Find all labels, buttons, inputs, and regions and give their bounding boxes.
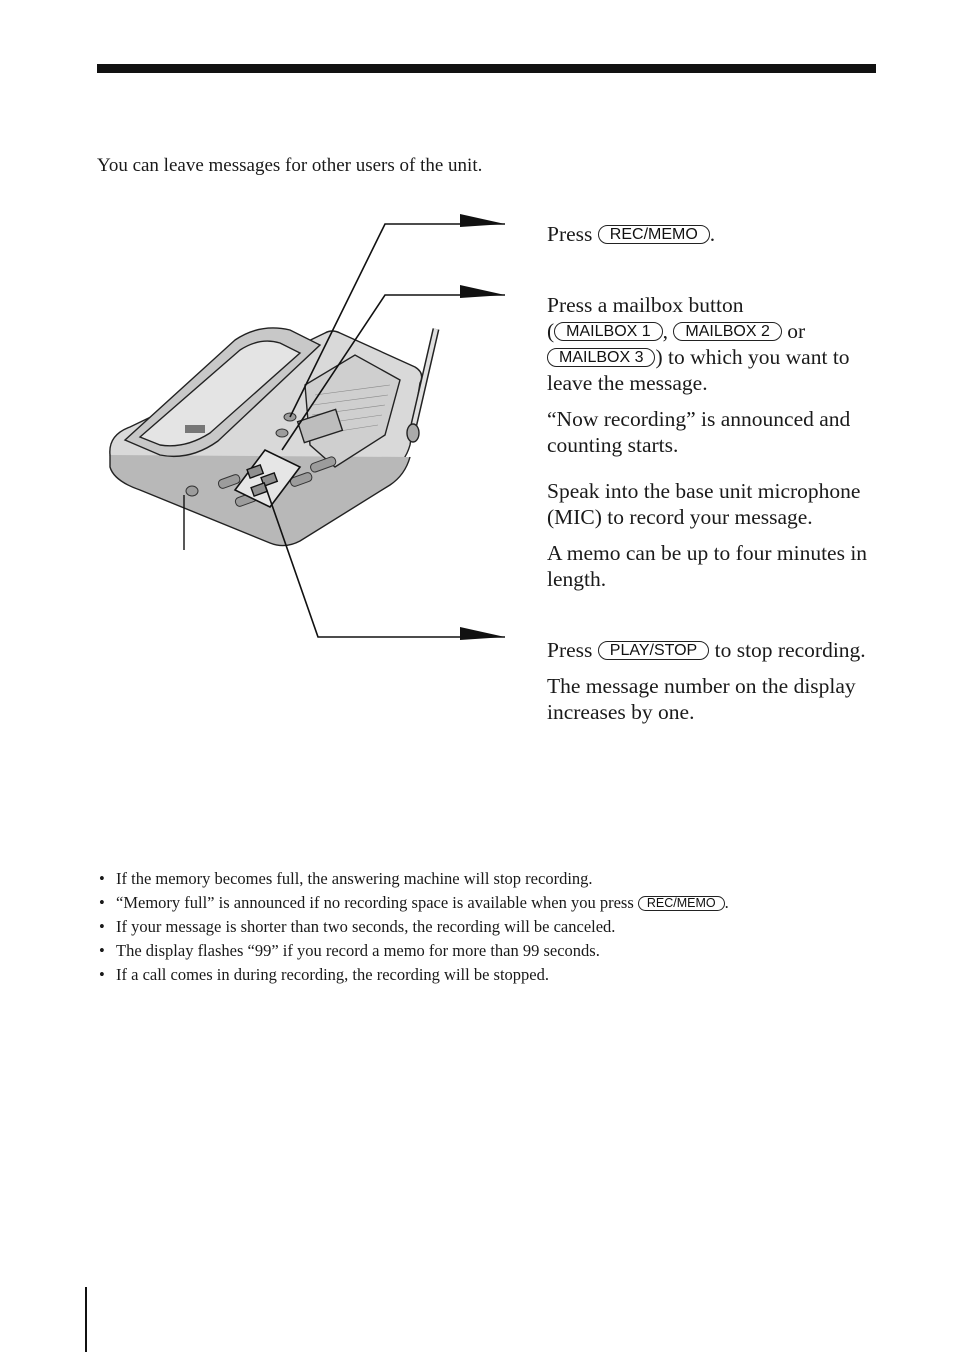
note-item [97,892,737,913]
note-2-period: . [724,893,729,912]
cradle-clip-icon [185,425,205,433]
note-item: • If a call comes in during recording, the recording will be stopped. [97,964,737,985]
note-item: • If the memory becomes full, the answering machine will stop recording. [97,868,737,889]
arrow-2 [460,285,505,298]
arrow-3 [460,627,505,640]
step-2-rest: ) to which you want to leave the message. [547,345,850,395]
mailbox-2-key: MAILBOX 2 [673,322,781,341]
or-text: or [787,319,806,343]
step-2-announce: “Now recording” is announced and counting starts. [547,407,851,457]
mailbox-1-key: MAILBOX 1 [554,322,662,341]
paren: ( [547,319,555,343]
play-stop-key: PLAY/STOP [598,641,709,660]
comma: , [662,319,669,343]
note-item: • The display flashes “99” if you record a memo for more than 99 seconds. [97,940,737,961]
step-1-period: . [709,222,716,246]
rec-memo-key: REC/MEMO [638,896,725,911]
note-item: • If your message is shorter than two seconds, the recording will be canceled. [97,916,737,937]
step-3-result: The message number on the display increases by one. [547,674,856,724]
rec-memo-key: REC/MEMO [598,225,710,244]
phone-base-illustration [100,205,520,655]
step-1-text: Press [547,222,593,246]
mailbox-3-key: MAILBOX 3 [547,348,655,367]
step-3-text: Press [547,638,593,662]
step-2-speak: Speak into the base unit microphone (MIC) to record your message. [547,479,861,529]
page-margin-rule [85,1287,87,1352]
step-2-line1: Press a mailbox button [547,293,744,317]
intro-text: You can leave messages for other users of the unit. [97,155,483,176]
step-1 [547,221,877,247]
arrow-1 [460,214,505,227]
step-3 [547,637,877,725]
header-rule [97,64,876,73]
notes-list [97,868,737,988]
step-2 [547,292,877,592]
step-3-after: to stop recording. [714,638,866,662]
step-2-memo-length: A memo can be up to four minutes in length. [547,541,868,591]
note-2-text: “Memory full” is announced if no recording space is available when you press [116,893,634,912]
